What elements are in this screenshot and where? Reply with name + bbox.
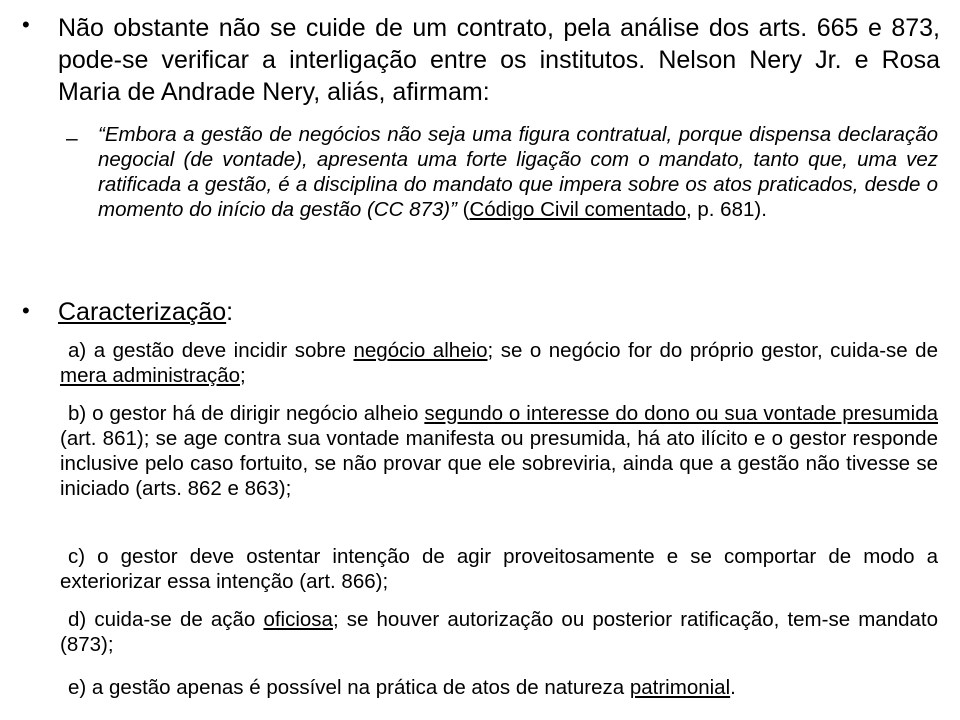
item-underlined: patrimonial <box>629 676 731 699</box>
quote-source-open: ( <box>456 198 470 221</box>
quote-text: “Embora a gestão de negócios não seja uma figura contratual, porque dispensa declaração negocial (de vontade), apresenta uma forte ligação com o mandato, tanto que, uma vez ratificada a gestão, é a disciplina do mandato que impera sobre os atos praticados, desde o momento do início da gestão (CC 873)” <box>98 123 938 221</box>
item-underlined: negócio alheio <box>353 339 488 362</box>
item-text: b) o gestor há de dirigir negócio alheio <box>68 402 425 425</box>
item-underlined: oficiosa <box>263 608 333 631</box>
quote-source-title: Código Civil comentado <box>469 198 686 221</box>
heading-text: Caracterização <box>58 298 227 326</box>
item-text: ; <box>240 364 246 387</box>
intro-paragraph: Não obstante não se cuide de um contrato, pela análise dos arts. 665 e 873, pode-se verificar a interligação entre os institutos. Nelson Nery Jr. e Rosa Maria de Andrade Nery, aliás, afirmam: <box>58 14 940 106</box>
heading-colon: : <box>226 298 234 326</box>
list-item-c <box>60 544 938 594</box>
item-text: c) o gestor deve ostentar intenção de agir proveitosamente e se comportar de modo a exteriorizar essa intenção (art. 866); <box>60 545 938 593</box>
item-text: . <box>730 676 736 699</box>
item-text: d) cuida-se de ação <box>68 608 264 631</box>
bullet-marker: • <box>22 12 30 37</box>
item-text: ; se o negócio for do próprio gestor, cuida-se de <box>487 339 938 362</box>
section-heading <box>58 296 233 328</box>
quote-source-close: , p. 681). <box>685 198 767 221</box>
list-item-b <box>60 401 938 501</box>
bullet-marker: • <box>22 298 30 323</box>
item-underlined: mera administração <box>60 364 241 387</box>
list-item-a <box>60 338 938 388</box>
list-item-e <box>60 675 938 700</box>
item-underlined: segundo o interesse do dono ou sua vontade presumida <box>424 402 938 425</box>
item-text: e) a gestão apenas é possível na prática de atos de natureza <box>68 676 630 699</box>
item-text: a) a gestão deve incidir sobre <box>68 339 354 362</box>
item-text: (art. 861); se age contra sua vontade manifesta ou presumida, há ato ilícito e o gestor responde inclusive pelo caso fortuito, se não provar que ele sobreviria, ainda que a gestão não tivesse se iniciado (arts. 862 e 863); <box>60 427 938 500</box>
item-text: ; se houver autorização ou posterior ratificação, tem-se mandato (873); <box>60 608 938 656</box>
list-item-d <box>60 607 938 657</box>
quote-paragraph <box>98 122 938 222</box>
dash-marker: – <box>66 127 78 150</box>
